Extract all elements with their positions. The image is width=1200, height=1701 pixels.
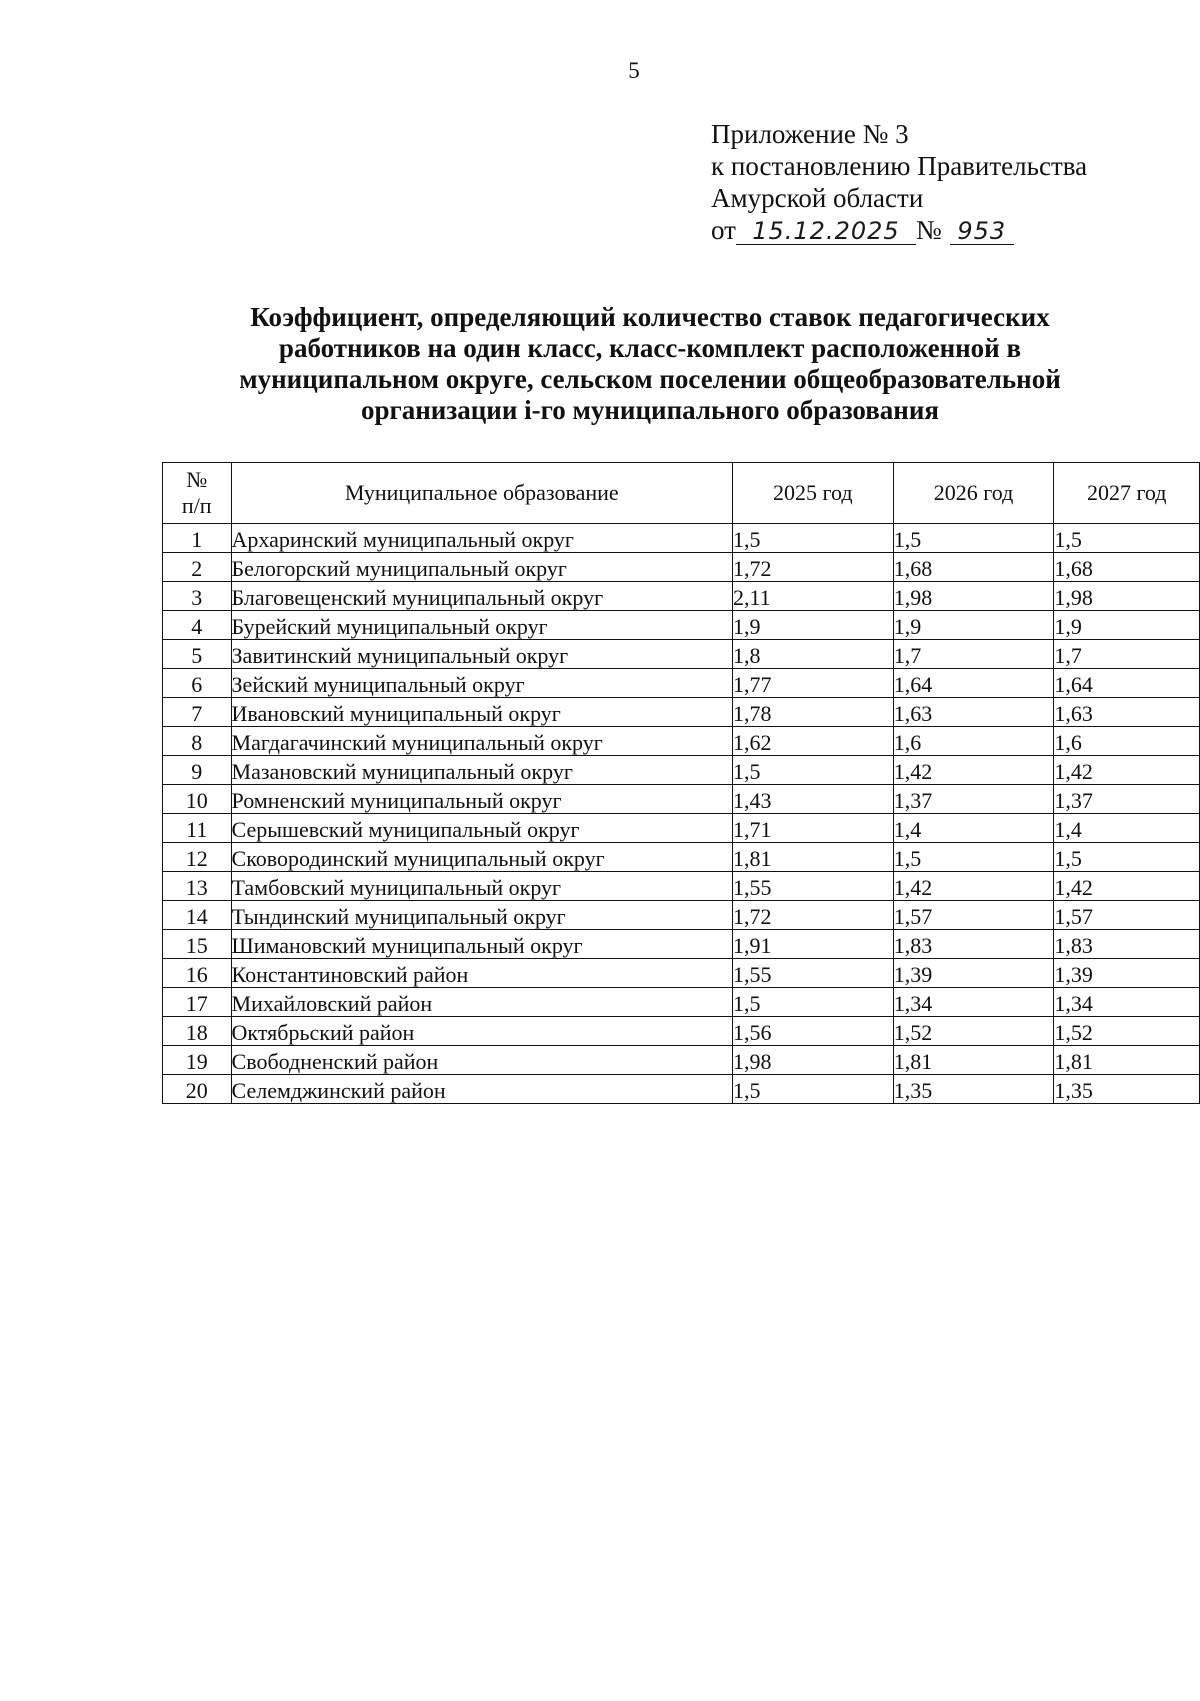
value-2026-cell: 1,37 xyxy=(893,785,1054,814)
header-2025: 2025 год xyxy=(732,463,893,524)
appendix-line-1: Приложение № 3 xyxy=(711,119,909,149)
row-number-cell: 2 xyxy=(163,553,232,582)
municipality-name-cell: Константиновский район xyxy=(231,959,732,988)
row-number-cell: 3 xyxy=(163,582,232,611)
value-2026-cell: 1,9 xyxy=(893,611,1054,640)
table-row xyxy=(163,1075,1200,1104)
municipality-name-cell: Серышевский муниципальный округ xyxy=(231,814,732,843)
value-2026-cell: 1,81 xyxy=(893,1046,1054,1075)
row-number-cell: 13 xyxy=(163,872,232,901)
header-2027: 2027 год xyxy=(1054,463,1200,524)
row-number-cell: 5 xyxy=(163,640,232,669)
municipality-name-cell: Сковородинский муниципальный округ xyxy=(231,843,732,872)
appendix-line-3: Амурской области xyxy=(711,183,924,213)
appendix-line-2: к постановлению Правительства xyxy=(711,151,1088,181)
municipality-name-cell: Магдагачинский муниципальный округ xyxy=(231,727,732,756)
value-2027-cell: 1,37 xyxy=(1054,785,1200,814)
appendix-date-line xyxy=(711,214,1087,246)
value-2027-cell: 1,52 xyxy=(1054,1017,1200,1046)
table-row xyxy=(163,756,1200,785)
row-number-cell: 20 xyxy=(163,1075,232,1104)
municipality-name-cell: Тындинский муниципальный округ xyxy=(231,901,732,930)
value-2026-cell: 1,5 xyxy=(893,524,1054,553)
header-number-line-2: п/п xyxy=(181,493,212,518)
table-row xyxy=(163,988,1200,1017)
value-2027-cell: 1,63 xyxy=(1054,698,1200,727)
table-header-row xyxy=(163,463,1200,524)
title-line-2: работников на один класс, класс-комплект расположенной в xyxy=(278,333,1022,363)
value-2027-cell: 1,7 xyxy=(1054,640,1200,669)
table-row xyxy=(163,1017,1200,1046)
municipality-name-cell: Ромненский муниципальный округ xyxy=(231,785,732,814)
municipality-name-cell: Тамбовский муниципальный округ xyxy=(231,872,732,901)
value-2026-cell: 1,42 xyxy=(893,756,1054,785)
row-number-cell: 6 xyxy=(163,669,232,698)
table-row xyxy=(163,843,1200,872)
handwritten-number: 953 xyxy=(950,218,1014,245)
value-2025-cell: 1,9 xyxy=(732,611,893,640)
row-number-cell: 18 xyxy=(163,1017,232,1046)
value-2027-cell: 1,34 xyxy=(1054,988,1200,1017)
value-2026-cell: 1,64 xyxy=(893,669,1054,698)
table-row xyxy=(163,930,1200,959)
value-2026-cell: 1,34 xyxy=(893,988,1054,1017)
value-2026-cell: 1,6 xyxy=(893,727,1054,756)
table-row xyxy=(163,727,1200,756)
value-2025-cell: 1,55 xyxy=(732,959,893,988)
value-2027-cell: 1,35 xyxy=(1054,1075,1200,1104)
row-number-cell: 14 xyxy=(163,901,232,930)
row-number-cell: 11 xyxy=(163,814,232,843)
header-number xyxy=(163,463,232,524)
municipality-name-cell: Селемджинский район xyxy=(231,1075,732,1104)
row-number-cell: 8 xyxy=(163,727,232,756)
value-2025-cell: 1,5 xyxy=(732,524,893,553)
value-2025-cell: 1,77 xyxy=(732,669,893,698)
value-2026-cell: 1,57 xyxy=(893,901,1054,930)
value-2026-cell: 1,83 xyxy=(893,930,1054,959)
title-line-3: муниципальном округе, сельском поселении общеобразовательной xyxy=(239,364,1061,394)
value-2027-cell: 1,6 xyxy=(1054,727,1200,756)
handwritten-date: 15.12.2025 xyxy=(736,218,916,245)
municipality-name-cell: Октябрьский район xyxy=(231,1017,732,1046)
header-number-line-1: № xyxy=(186,467,208,492)
table-row xyxy=(163,785,1200,814)
value-2025-cell: 1,98 xyxy=(732,1046,893,1075)
value-2025-cell: 1,43 xyxy=(732,785,893,814)
row-number-cell: 16 xyxy=(163,959,232,988)
row-number-cell: 15 xyxy=(163,930,232,959)
row-number-cell: 9 xyxy=(163,756,232,785)
value-2027-cell: 1,64 xyxy=(1054,669,1200,698)
value-2025-cell: 1,5 xyxy=(732,988,893,1017)
value-2027-cell: 1,68 xyxy=(1054,553,1200,582)
value-2027-cell: 1,57 xyxy=(1054,901,1200,930)
municipality-name-cell: Михайловский район xyxy=(231,988,732,1017)
value-2025-cell: 1,8 xyxy=(732,640,893,669)
value-2027-cell: 1,5 xyxy=(1054,843,1200,872)
value-2025-cell: 1,81 xyxy=(732,843,893,872)
value-2027-cell: 1,42 xyxy=(1054,872,1200,901)
value-2025-cell: 1,72 xyxy=(732,901,893,930)
value-2025-cell: 1,5 xyxy=(732,756,893,785)
value-2027-cell: 1,98 xyxy=(1054,582,1200,611)
value-2025-cell: 1,71 xyxy=(732,814,893,843)
value-2026-cell: 1,52 xyxy=(893,1017,1054,1046)
municipality-name-cell: Благовещенский муниципальный округ xyxy=(231,582,732,611)
row-number-cell: 10 xyxy=(163,785,232,814)
title-line-1: Коэффициент, определяющий количество ставок педагогических xyxy=(250,302,1050,332)
value-2026-cell: 1,98 xyxy=(893,582,1054,611)
value-2026-cell: 1,7 xyxy=(893,640,1054,669)
table-row xyxy=(163,698,1200,727)
row-number-cell: 12 xyxy=(163,843,232,872)
table-row xyxy=(163,582,1200,611)
row-number-cell: 1 xyxy=(163,524,232,553)
table-row xyxy=(163,1046,1200,1075)
municipality-name-cell: Ивановский муниципальный округ xyxy=(231,698,732,727)
number-sign: № xyxy=(915,215,942,245)
table-body xyxy=(163,524,1200,1104)
value-2026-cell: 1,5 xyxy=(893,843,1054,872)
municipality-name-cell: Шимановский муниципальный округ xyxy=(231,930,732,959)
value-2027-cell: 1,9 xyxy=(1054,611,1200,640)
value-2025-cell: 1,91 xyxy=(732,930,893,959)
page-number: 5 xyxy=(628,58,640,83)
table-row xyxy=(163,524,1200,553)
appendix-block xyxy=(711,118,1087,246)
table-row xyxy=(163,669,1200,698)
value-2027-cell: 1,5 xyxy=(1054,524,1200,553)
table-row xyxy=(163,611,1200,640)
value-2026-cell: 1,68 xyxy=(893,553,1054,582)
value-2026-cell: 1,63 xyxy=(893,698,1054,727)
value-2026-cell: 1,4 xyxy=(893,814,1054,843)
value-2027-cell: 1,83 xyxy=(1054,930,1200,959)
value-2026-cell: 1,42 xyxy=(893,872,1054,901)
value-2027-cell: 1,4 xyxy=(1054,814,1200,843)
row-number-cell: 4 xyxy=(163,611,232,640)
document-title xyxy=(180,302,1120,426)
table-row xyxy=(163,872,1200,901)
value-2025-cell: 2,11 xyxy=(732,582,893,611)
value-2027-cell: 1,39 xyxy=(1054,959,1200,988)
value-2025-cell: 1,56 xyxy=(732,1017,893,1046)
table-row xyxy=(163,901,1200,930)
table-row xyxy=(163,959,1200,988)
municipality-name-cell: Белогорский муниципальный округ xyxy=(231,553,732,582)
table-row xyxy=(163,814,1200,843)
header-municipality: Муниципальное образование xyxy=(231,463,732,524)
row-number-cell: 7 xyxy=(163,698,232,727)
prefix-from: от xyxy=(711,215,736,245)
value-2027-cell: 1,42 xyxy=(1054,756,1200,785)
value-2026-cell: 1,35 xyxy=(893,1075,1054,1104)
title-line-4: организации i-го муниципального образования xyxy=(360,395,940,425)
value-2025-cell: 1,72 xyxy=(732,553,893,582)
municipality-name-cell: Свободненский район xyxy=(231,1046,732,1075)
value-2025-cell: 1,78 xyxy=(732,698,893,727)
coefficients-table xyxy=(162,462,1200,1104)
value-2026-cell: 1,39 xyxy=(893,959,1054,988)
municipality-name-cell: Зейский муниципальный округ xyxy=(231,669,732,698)
municipality-name-cell: Бурейский муниципальный округ xyxy=(231,611,732,640)
row-number-cell: 17 xyxy=(163,988,232,1017)
municipality-name-cell: Завитинский муниципальный округ xyxy=(231,640,732,669)
table-row xyxy=(163,640,1200,669)
value-2025-cell: 1,62 xyxy=(732,727,893,756)
value-2027-cell: 1,81 xyxy=(1054,1046,1200,1075)
table-row xyxy=(163,553,1200,582)
value-2025-cell: 1,5 xyxy=(732,1075,893,1104)
value-2025-cell: 1,55 xyxy=(732,872,893,901)
municipality-name-cell: Мазановский муниципальный округ xyxy=(231,756,732,785)
row-number-cell: 19 xyxy=(163,1046,232,1075)
municipality-name-cell: Архаринский муниципальный округ xyxy=(231,524,732,553)
header-2026: 2026 год xyxy=(893,463,1054,524)
